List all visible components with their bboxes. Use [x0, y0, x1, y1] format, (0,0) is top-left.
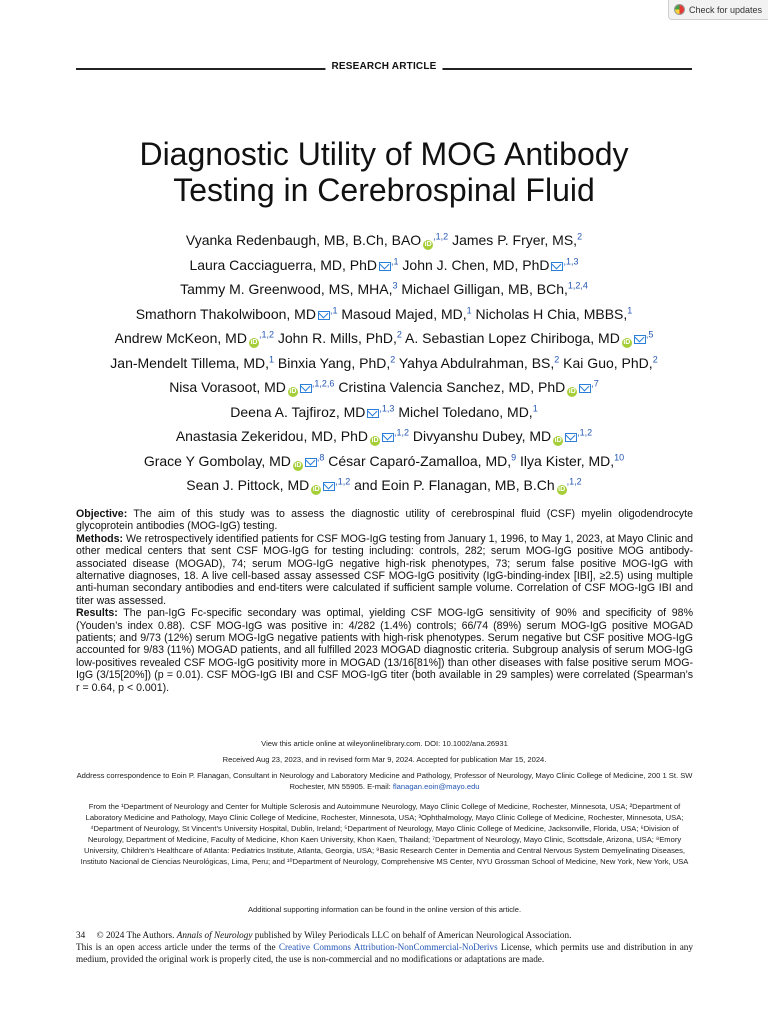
affiliation-sup: ,8: [316, 451, 325, 462]
orcid-icon[interactable]: iD: [558, 486, 566, 493]
orcid-icon[interactable]: iD: [294, 461, 302, 469]
correspondence-text: Address correspondence to Eoin P. Flanagan, Consultant in Neurology and Laboratory Medicine and Pathology, Professor of Neurology, Mayo Clinic College of Medicine, 200 1 St. SW Rochester, MN 55905. E-mail:: [76, 771, 693, 791]
author-name: Michel Toledano, MD,: [394, 403, 533, 420]
methods-label: Methods:: [76, 532, 124, 545]
author-name: Masoud Majed, MD,: [337, 305, 467, 322]
author-line: [60, 253, 708, 278]
author-name: John J. Chen, MD, PhD: [398, 256, 550, 273]
journal-name: Annals of Neurology: [176, 930, 253, 940]
orcid-icon[interactable]: iD: [623, 339, 631, 346]
author-name: Ilya Kister, MD,: [516, 452, 615, 469]
email-icon[interactable]: [367, 409, 379, 418]
copyright-text: © 2024 The Authors.: [85, 930, 177, 940]
affiliation-sup: 2: [390, 353, 396, 364]
methods-text: We retrospectively identified patients for CSF MOG-IgG testing from January 1, 1996, to May 1, 2023, at Mayo Clinic and other medical centers that sent CSF MOG-IgG for testing including: controls, 282; serum MOG-IgG positive MOG antibody-associated disease (MOGAD), 74; serum MOG-IgG negative high-risk phenotypes, 73; serum false positive MOG-IgG with alternative diagnoses, 18. A live cell-based assay assessed CSF MOG-IgG positivity (IgG-binding-index [IBI], ≥2.5) using multiple anti-human secondary antibodies and end-titers were calculated if sufficient sample volume. Correlation of CSF MOG-IgG IBI and titer was assessed.: [76, 532, 693, 607]
online-doi: View this article online at wileyonlinelibrary.com. DOI: 10.1002/ana.26931: [261, 739, 508, 748]
publisher-text: published by Wiley Periodicals LLC on behalf of American Neurological Association.: [252, 930, 572, 940]
abstract: [76, 508, 693, 694]
email-icon[interactable]: [565, 433, 577, 442]
email-icon[interactable]: [551, 262, 563, 271]
author-line: [60, 473, 708, 498]
affiliation-sup: ,1,3: [563, 255, 579, 266]
orcid-icon[interactable]: iD: [250, 339, 258, 346]
author-name: Deena A. Tajfiroz, MD: [230, 403, 366, 420]
author-name: Kai Guo, PhD,: [559, 354, 653, 371]
author-name: César Caparó-Zamalloa, MD,: [324, 452, 512, 469]
affiliation-sup: 2: [652, 353, 658, 364]
correspondence-email-link[interactable]: flanagan.eoin@mayo.edu: [392, 782, 480, 791]
author-name: Grace Y Gombolay, MD: [143, 452, 291, 469]
affiliation-sup: ,1,2: [335, 476, 351, 487]
author-line: [60, 302, 708, 327]
license-link[interactable]: Creative Commons Attribution-NonCommercial-NoDerivs: [278, 942, 498, 952]
orcid-icon[interactable]: iD: [568, 388, 576, 395]
author-line: [60, 375, 708, 400]
author-name: A. Sebastian Lopez Chiriboga, MD: [401, 330, 620, 346]
license-footer: [76, 929, 693, 965]
affiliation-sup: 1: [269, 353, 275, 364]
license-text-end: License, which permits use and distribution in any medium, provided the original work is properly cited, the use is non-commercial and no modifications or adaptations are made.: [76, 942, 693, 964]
results-label: Results:: [76, 607, 118, 620]
orcid-icon[interactable]: iD: [371, 437, 379, 444]
affiliation-sup: ,1,3: [379, 402, 395, 413]
abstract-methods: [76, 533, 693, 607]
title-line-2: Testing in Cerebrospinal Fluid: [173, 172, 595, 208]
affiliation-sup: ,1,2,6: [311, 378, 335, 389]
orcid-icon[interactable]: iD: [424, 241, 432, 248]
affiliation-sup: 1: [627, 304, 633, 315]
author-name: Nisa Vorasoot, MD: [169, 379, 286, 395]
email-icon[interactable]: [634, 335, 646, 344]
author-name: Michael Gilligan, MB, BCh,: [397, 281, 568, 297]
author-line: [60, 400, 708, 425]
affiliation-sup: 2: [396, 329, 402, 340]
author-name: Sean J. Pittock, MD: [186, 477, 310, 493]
author-name: Vyanka Redenbaugh, MB, B.Ch, BAO: [185, 232, 422, 248]
crossmark-icon: [674, 4, 685, 15]
correspondence: [76, 770, 693, 792]
email-icon[interactable]: [318, 311, 330, 320]
orcid-icon[interactable]: iD: [289, 388, 297, 395]
article-type-label: RESEARCH ARTICLE: [325, 61, 442, 72]
email-icon[interactable]: [382, 433, 394, 442]
affiliation-sup: 9: [511, 451, 517, 462]
objective-label: Objective:: [76, 508, 128, 520]
abstract-results: [76, 607, 693, 694]
check-for-updates-label: Check for updates: [689, 4, 763, 15]
affiliation-sup: 3: [392, 280, 398, 291]
author-list: [60, 228, 708, 498]
title-line-1: Diagnostic Utility of MOG Antibody: [139, 136, 629, 172]
author-name: Cristina Valencia Sanchez, MD, PhD: [334, 379, 566, 395]
author-name: John R. Mills, PhD,: [273, 330, 397, 346]
email-icon[interactable]: [300, 384, 312, 393]
supporting-info: Additional supporting information can be found in the online version of this article.: [247, 905, 522, 914]
author-line: [60, 326, 708, 351]
author-name: Jan-Mendelt Tillema, MD,: [110, 354, 269, 371]
affiliation-sup: 2: [577, 231, 583, 242]
author-name: Nicholas H Chia, MBBS,: [471, 305, 628, 322]
author-name: Anastasia Zekeridou, MD, PhD: [175, 428, 369, 444]
orcid-icon[interactable]: iD: [554, 437, 562, 444]
results-text: The pan-IgG Fc-specific secondary was optimal, yielding CSF MOG-IgG sensitivity of 90% and specificity of 98% (Youden’s index 0.88). CSF MOG-IgG was positive in: 4/282 (1.4%) controls; 66/74 (89%) serum MOG-IgG positive MOGAD patients; and 9/73 (12%) serum MOG-IgG negative patients with high-risk phenotypes. Serum negative but CSF positive MOG-IgG accounted for 9/83 (11%) MOGAD patients, and all fulfilled 2023 MOGAD diagnostic criteria. Subgroup analysis of serum MOG-IgG low-positives revealed CSF MOG-IgG positivity more in MOGAD (13/16[81%]) than other diseases with false positive serum MOG-IgG (3/15[20%]) (p = 0.01). CSF MOG-IgG IBI and CSF MOG-IgG titer (both available in 29 samples) were correlated (Spearman’s r = 0.64, p < 0.001).: [76, 607, 693, 694]
affiliation-sup: ,1: [329, 304, 338, 315]
license-text: This is an open access article under the terms of the: [76, 942, 279, 952]
affiliation-sup: ,7: [591, 378, 599, 389]
email-icon[interactable]: [379, 262, 391, 271]
author-name: Andrew McKeon, MD: [114, 330, 247, 346]
author-line: [60, 449, 708, 474]
author-name: Smathorn Thakolwiboon, MD: [135, 305, 316, 322]
affiliation-sup: ,1,2: [394, 427, 410, 438]
affiliation-sup: 1,2,4: [567, 280, 588, 291]
received-dates: Received Aug 23, 2023, and in revised form Mar 9, 2024. Accepted for publication Mar 15, 2024.: [222, 755, 547, 764]
author-name: James P. Fryer, MS,: [448, 232, 578, 248]
check-for-updates-button[interactable]: [668, 0, 768, 20]
affiliation-sup: 2: [554, 353, 560, 364]
author-name: Laura Cacciaguerra, MD, PhD: [189, 256, 378, 273]
author-name: Divyanshu Dubey, MD: [409, 428, 552, 444]
email-icon[interactable]: [323, 482, 335, 491]
page-number: 34: [76, 930, 86, 940]
objective-text: The aim of this study was to assess the diagnostic utility of cerebrospinal fluid (CSF) myelin oligodendrocyte glycoprotein antibodies (MOG-IgG) testing.: [76, 508, 693, 533]
affiliation-sup: ,1,2: [577, 427, 593, 438]
affiliation-sup: 10: [614, 451, 625, 462]
email-icon[interactable]: [579, 384, 591, 393]
author-line: [60, 351, 708, 376]
author-line: [60, 228, 708, 253]
affiliation-sup: 1: [532, 402, 538, 413]
author-line: [60, 277, 708, 302]
author-name: Tammy M. Greenwood, MS, MHA,: [180, 281, 393, 297]
affiliation-sup: ,1: [391, 255, 399, 266]
affiliation-sup: ,1,2: [433, 231, 449, 242]
affiliation-sup: 1: [466, 304, 472, 315]
affiliation-sup: ,1,2: [258, 329, 274, 340]
email-icon[interactable]: [305, 458, 317, 467]
affiliation-sup: ,5: [645, 329, 654, 340]
author-name: and Eoin P. Flanagan, MB, B.Ch: [350, 477, 555, 493]
author-name: Yahya Abdulrahman, BS,: [395, 354, 555, 371]
author-line: [60, 424, 708, 449]
article-title: [80, 136, 688, 208]
orcid-icon[interactable]: iD: [312, 486, 320, 493]
abstract-objective: [76, 508, 693, 533]
affiliation-sup: ,1,2: [566, 476, 582, 487]
author-name: Binxia Yang, PhD,: [274, 354, 391, 371]
affiliations: From the ¹Department of Neurology and Center for Multiple Sclerosis and Autoimmune Neurology, Mayo Clinic College of Medicine, Rochester, Minnesota, USA; ²Department of Laboratory Medicine and Pathology, Mayo Clinic College of Medicine, Rochester, Minnesota, USA; ³Ophthalmology, Mayo Clinic College of Medicine, Rochester, Minnesota, USA; ⁴Department of Neurology, St Vincent’s University Hospital, Dublin, Ireland; ⁵Department of Neurology, Mayo Clinic College of Medicine, Jacksonville, Florida, USA; ⁶Division of Neurology, Department of Medicine, Faculty of Medicine, Khon Kaen University, Khon Kaen, Thailand; ⁷Department of Neurology, Mayo Clinic, Scottsdale, Arizona, USA; ⁸Emory University, Children’s Healthcare of Atlanta: Pediatrics Institute, Atlanta, Georgia, USA; ⁹Basic Research Center in Dementia and Central Nervous System Demyelinating Diseases, Instituto Nacional de Ciencias Neurológicas, Lima, Peru; and ¹⁰Department of Neurology, Comprehensive MS Center, NYU Grossman School of Medicine, New York, New York, USA: [80, 802, 689, 866]
